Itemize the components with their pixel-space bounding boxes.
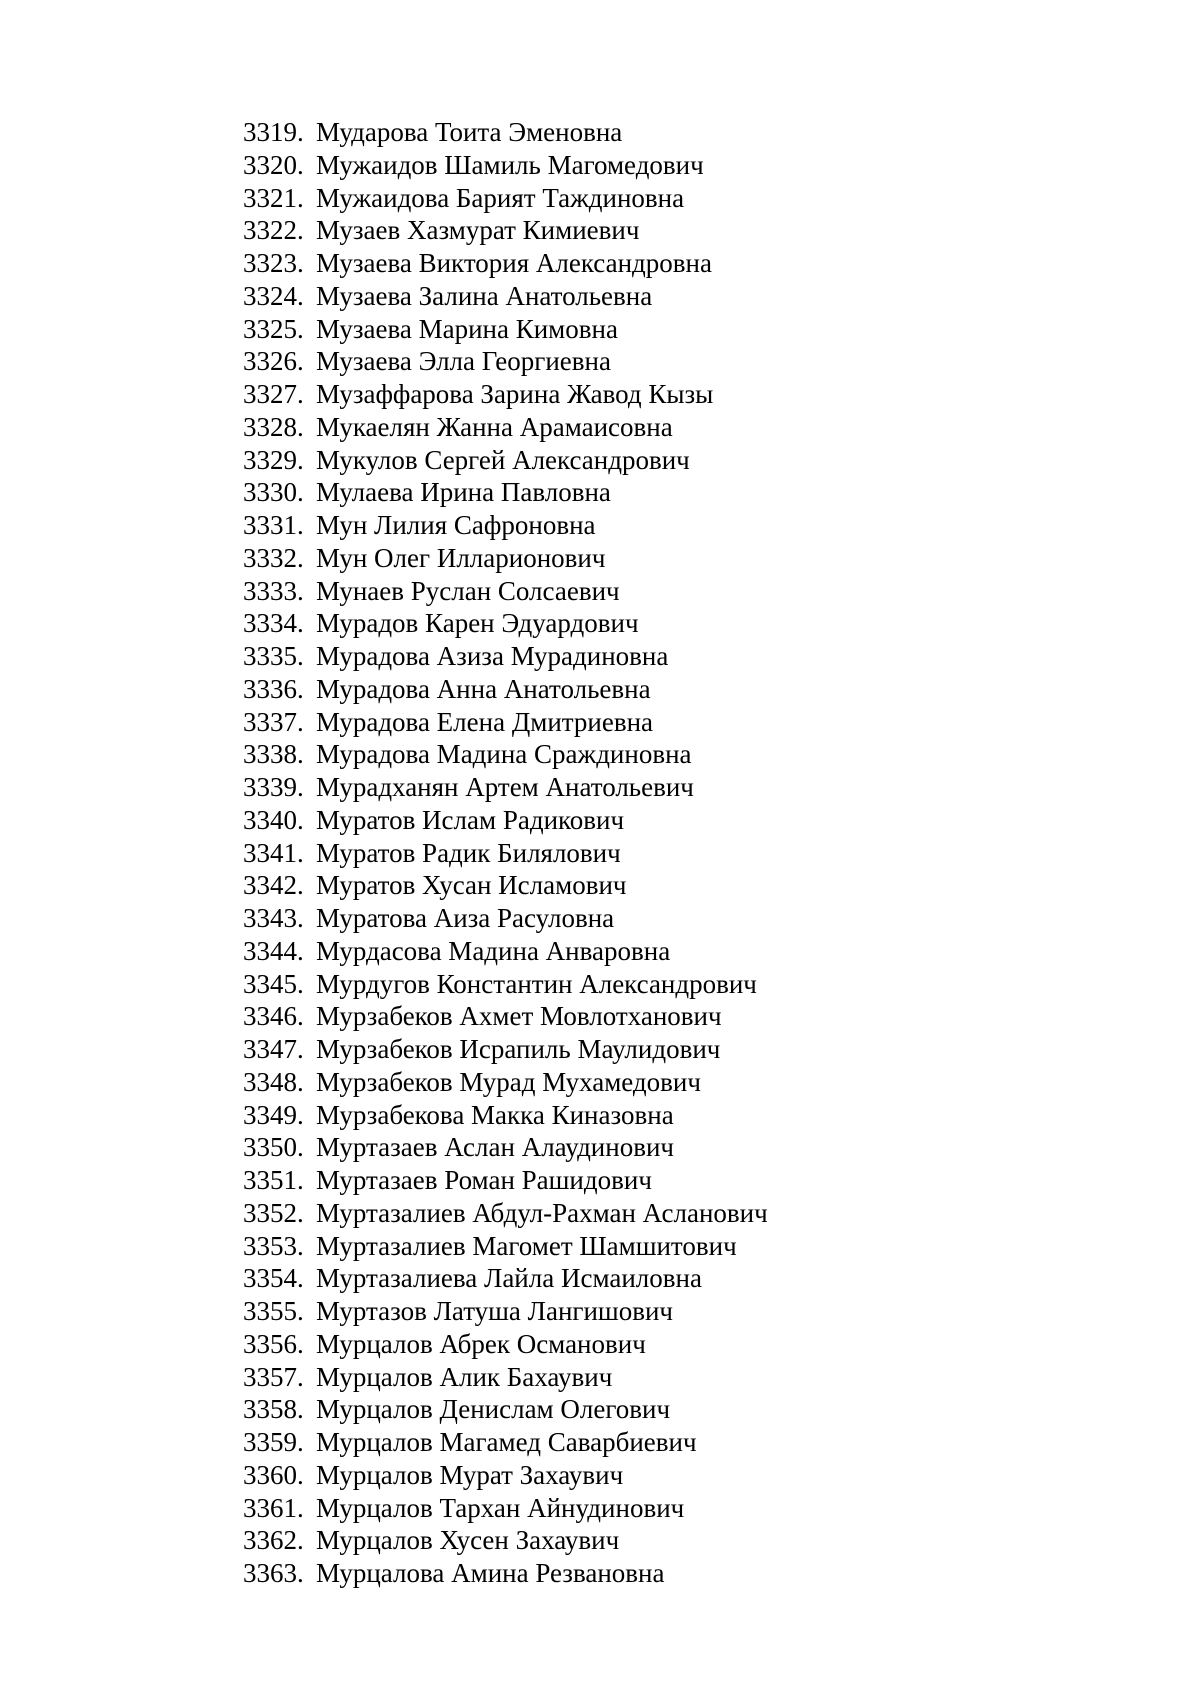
entry-number: 3355. — [243, 1296, 304, 1326]
list-item — [243, 1524, 768, 1557]
list-item — [243, 313, 768, 346]
entry-number: 3354. — [243, 1263, 304, 1294]
entry-name: Мурадова Мадина Сраждиновна — [316, 739, 692, 770]
entry-name: Мурадова Елена Дмитриевна — [316, 706, 654, 737]
list-item — [243, 1066, 768, 1099]
list-item — [243, 247, 768, 280]
entry-number: 3357. — [243, 1361, 304, 1392]
entry-name: Мунаев Руслан Солсаевич — [316, 575, 620, 606]
entry-name: Мурдугов Константин Александрович — [316, 968, 757, 999]
list-item — [243, 280, 768, 313]
entry-number: 3360. — [243, 1459, 304, 1490]
entry-number: 3337. — [243, 706, 304, 737]
entry-name: Мурцалов Денислам Олегович — [316, 1394, 671, 1425]
entry-number: 3333. — [243, 575, 304, 606]
entry-number: 3349. — [243, 1099, 304, 1130]
list-item — [243, 1328, 768, 1361]
entry-name: Мурцалова Амина Резвановна — [316, 1558, 665, 1588]
list-item — [243, 378, 768, 411]
entry-name: Мулаева Ирина Павловна — [316, 477, 611, 508]
entry-number: 3348. — [243, 1066, 304, 1097]
entry-number: 3359. — [243, 1427, 304, 1457]
entry-number: 3339. — [243, 772, 304, 802]
entry-number: 3324. — [243, 280, 304, 311]
entry-number: 3362. — [243, 1525, 304, 1556]
entry-name: Муртазалиев Магомет Шамшитович — [316, 1230, 737, 1261]
list-item — [243, 968, 768, 1001]
entry-name: Муртазаев Аслан Алаудинович — [316, 1132, 674, 1163]
list-item — [243, 116, 768, 149]
entry-number: 3338. — [243, 739, 304, 770]
list-item — [243, 902, 768, 935]
entry-name: Мурзабеков Исрапиль Маулидович — [316, 1034, 721, 1064]
entry-number: 3352. — [243, 1197, 304, 1228]
list-item — [243, 476, 768, 509]
entry-number: 3329. — [243, 444, 304, 475]
list-item — [243, 214, 768, 247]
entry-number: 3345. — [243, 968, 304, 999]
entry-number: 3347. — [243, 1034, 304, 1064]
entry-name: Мужаидова Барият Таждиновна — [316, 182, 685, 213]
entry-name: Муратов Радик Билялович — [316, 837, 621, 868]
entry-name: Музаева Марина Кимовна — [316, 313, 618, 344]
list-item — [243, 1361, 768, 1394]
entry-name: Мударова Тоита Эменовна — [316, 117, 623, 147]
list-item — [243, 444, 768, 477]
list-item — [243, 1295, 768, 1328]
entry-name: Муратов Хусан Исламович — [316, 870, 627, 901]
entry-name: Мурцалов Магамед Саварбиевич — [316, 1427, 697, 1457]
list-item — [243, 607, 768, 640]
list-item — [243, 706, 768, 739]
entry-name: Мурзабеков Мурад Мухамедович — [316, 1066, 701, 1097]
entry-number: 3320. — [243, 149, 304, 180]
list-item — [243, 542, 768, 575]
entry-number: 3332. — [243, 542, 304, 573]
list-item — [243, 182, 768, 215]
entry-number: 3323. — [243, 248, 304, 278]
entry-name: Музаева Элла Георгиевна — [316, 346, 611, 377]
entry-number: 3330. — [243, 477, 304, 508]
entry-name: Мурадов Карен Эдуардович — [316, 608, 639, 639]
list-item — [243, 1099, 768, 1132]
entry-number: 3336. — [243, 673, 304, 704]
entry-name: Музаффарова Зарина Жавод Кызы — [316, 379, 714, 409]
entry-number: 3356. — [243, 1328, 304, 1359]
entry-name: Мурцалов Тархан Айнудинович — [316, 1492, 685, 1523]
entry-number: 3331. — [243, 510, 304, 540]
entry-number: 3346. — [243, 1001, 304, 1032]
entry-name: Муртазаев Роман Рашидович — [316, 1165, 652, 1195]
list-item — [243, 738, 768, 771]
entry-number: 3341. — [243, 837, 304, 868]
list-item — [243, 1492, 768, 1525]
entry-name: Мурадова Азиза Мурадиновна — [316, 641, 669, 671]
entry-number: 3344. — [243, 935, 304, 966]
list-item — [243, 869, 768, 902]
list-item — [243, 411, 768, 444]
entry-number: 3326. — [243, 346, 304, 377]
entry-number: 3321. — [243, 182, 304, 213]
entry-name: Музаева Виктория Александровна — [316, 248, 712, 278]
entry-name: Мурадханян Артем Анатольевич — [316, 772, 694, 802]
list-item — [243, 1000, 768, 1033]
list-item — [243, 509, 768, 542]
entry-number: 3325. — [243, 313, 304, 344]
list-item — [243, 1164, 768, 1197]
entry-number: 3322. — [243, 215, 304, 246]
list-item — [243, 1262, 768, 1295]
list-item — [243, 673, 768, 706]
entry-name: Муратов Ислам Радикович — [316, 804, 625, 835]
list-item — [243, 640, 768, 673]
list-item — [243, 935, 768, 968]
entry-number: 3361. — [243, 1492, 304, 1523]
entry-name: Музаева Залина Анатольевна — [316, 280, 653, 311]
entry-number: 3342. — [243, 870, 304, 901]
list-item — [243, 575, 768, 608]
entry-number: 3353. — [243, 1230, 304, 1261]
entry-name: Муртазов Латуша Лангишович — [316, 1296, 673, 1326]
list-item — [243, 1230, 768, 1263]
list-item — [243, 1131, 768, 1164]
entry-name: Мурадова Анна Анатольевна — [316, 673, 651, 704]
entry-number: 3343. — [243, 903, 304, 933]
list-item — [243, 1426, 768, 1459]
list-item — [243, 1459, 768, 1492]
entry-number: 3340. — [243, 804, 304, 835]
entry-name: Мукулов Сергей Александрович — [316, 444, 690, 475]
list-item — [243, 1033, 768, 1066]
entry-name: Мурзабеков Ахмет Мовлотханович — [316, 1001, 722, 1032]
entry-number: 3363. — [243, 1558, 304, 1588]
entry-number: 3327. — [243, 379, 304, 409]
entry-name: Мужаидов Шамиль Магомедович — [316, 149, 704, 180]
list-item — [243, 1393, 768, 1426]
entry-name: Мурцалов Хусен Захаувич — [316, 1525, 620, 1556]
list-item — [243, 1557, 768, 1590]
entry-name: Мун Олег Илларионович — [316, 542, 606, 573]
entry-name: Мурцалов Мурат Захаувич — [316, 1459, 624, 1490]
entry-number: 3334. — [243, 608, 304, 639]
entry-number: 3335. — [243, 641, 304, 671]
entry-name: Муртазалиева Лайла Исмаиловна — [316, 1263, 702, 1294]
entry-name: Мурдасова Мадина Анваровна — [316, 935, 671, 966]
list-item — [243, 771, 768, 804]
entry-name: Мурцалов Алик Бахаувич — [316, 1361, 613, 1392]
entry-name: Мурцалов Абрек Османович — [316, 1328, 646, 1359]
entry-number: 3358. — [243, 1394, 304, 1425]
entry-number: 3351. — [243, 1165, 304, 1195]
entry-name: Мун Лилия Сафроновна — [316, 510, 596, 540]
list-item — [243, 1197, 768, 1230]
list-item — [243, 345, 768, 378]
entry-number: 3328. — [243, 411, 304, 442]
name-list — [243, 116, 768, 1590]
entry-name: Музаев Хазмурат Кимиевич — [316, 215, 640, 246]
list-item — [243, 149, 768, 182]
entry-number: 3350. — [243, 1132, 304, 1163]
entry-number: 3319. — [243, 117, 304, 147]
entry-name: Муртазалиев Абдул-Рахман Асланович — [316, 1197, 768, 1228]
entry-name: Муратова Аиза Расуловна — [316, 903, 615, 933]
list-item — [243, 837, 768, 870]
entry-name: Мукаелян Жанна Арамаисовна — [316, 411, 673, 442]
entry-name: Мурзабекова Макка Киназовна — [316, 1099, 674, 1130]
list-item — [243, 804, 768, 837]
